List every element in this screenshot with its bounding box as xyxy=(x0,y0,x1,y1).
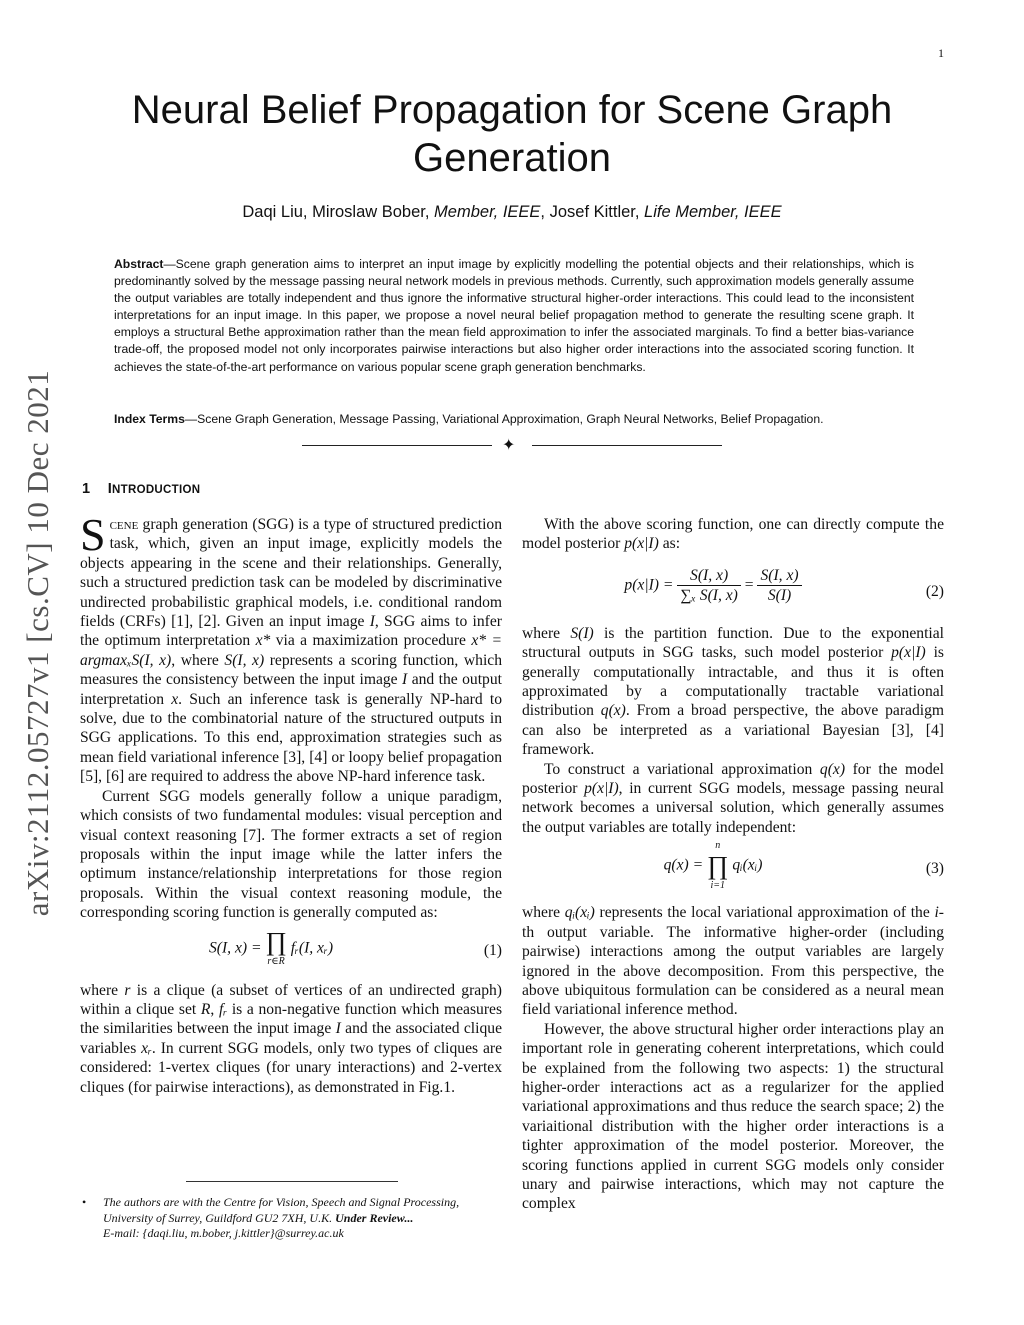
eq2-lhs: p(x|I) = xyxy=(624,576,674,594)
footnote xyxy=(103,1195,503,1242)
eq1-rhs: fᵣ(I, xᵣ) xyxy=(290,939,334,957)
abstract-text: —Scene graph generation aims to interpret an input image by explicitly modelling the potential objects and their relationships, which is predominantly solved by the message passing neural network models in previous methods. Currently, such approximation models generally assume the output variables are totally independent and thus ignore the informative structural higher-order interactions. This could lead to the inconsistent interpretations for an input image. In this paper, we propose a novel neural belief propagation method to generate the resulting scene graph. It employs a structural Bethe approximation rather than the mean field approximation to infer the associated marginals. To find a better bias-variance trade-off, the proposed model not only incorporates pairwise interactions but also higher order interactions into the associated scoring function. It achieves the state-of-the-art performance on various popular scene graph generation benchmarks. xyxy=(114,257,914,374)
eq1-lhs: S(I, x) = xyxy=(208,939,262,957)
fraction xyxy=(677,566,741,606)
text: is generally computationally intractable, and thus it is often approximated by a computationally tractable variational distribution xyxy=(522,644,944,720)
text: where xyxy=(522,624,571,642)
section-divider xyxy=(302,436,722,454)
equation-number: (3) xyxy=(925,860,944,878)
footnote-rule xyxy=(186,1181,398,1182)
denominator: S(I) xyxy=(767,587,792,605)
math: I xyxy=(369,613,375,631)
paragraph xyxy=(80,981,502,1097)
text: and the output interpretation xyxy=(80,671,502,708)
abstract xyxy=(114,256,914,376)
author-role2: Life Member, IEEE xyxy=(644,203,782,221)
footnote-bold: Under Review... xyxy=(335,1210,414,1225)
prod-limit: i=1 xyxy=(710,880,725,892)
page-number: 1 xyxy=(938,46,944,60)
text: -th output variable. The informative higher-order (including pairwise) interactions among the output variables are largely ignored in the above decomposition. From this perspective, the above ubiquitous formulation can be considered as a neural mean field variational inference method. xyxy=(522,904,944,1019)
math: S(I) xyxy=(570,624,594,642)
text: for the model posterior xyxy=(522,760,945,798)
footnote-email: E-mail: {daqi.liu, m.bober, j.kittler}@surrey.ac.uk xyxy=(103,1226,344,1240)
math: I xyxy=(402,671,408,689)
text: via a maximization procedure xyxy=(270,632,472,650)
arxiv-stamp: arXiv:2112.05727v1 [cs.CV] 10 Dec 2021 xyxy=(20,369,55,917)
prod-sign: ∏ xyxy=(265,926,287,956)
text: and the associated clique variables xyxy=(80,1020,502,1057)
product-symbol xyxy=(265,926,287,969)
equation-number: (2) xyxy=(925,582,944,600)
denominator: ∑ₓ S(I, x) xyxy=(680,587,738,605)
eq3-lhs: q(x) = xyxy=(663,856,704,874)
math: p(x|I) xyxy=(584,780,619,798)
math: x xyxy=(171,690,179,708)
prod-sign: ∏ xyxy=(707,851,729,881)
text: To construct a variational approximation xyxy=(544,760,820,778)
equation-number: (1) xyxy=(483,941,502,959)
index-terms-text: —Scene Graph Generation, Message Passing, Variational Approximation, Graph Neural Networks, Belief Propagation. xyxy=(184,412,824,426)
index-terms-label: Index Terms xyxy=(114,412,185,426)
text: represents a scoring function, which measures the consistency between the input image xyxy=(80,651,502,689)
math: q(x) xyxy=(819,760,846,778)
section-heading xyxy=(82,481,200,497)
paragraph: Current SGG models generally follow a unique paradigm, which consists of two fundamental modules: visual perception and visual context reasoning [7]. The former extracts a set of region proposals within the input image while the latter infers the optimum instance/relationship interpretations for those region proposals. Within the visual context reasoning module, the corresponding scoring function is generally computed as: xyxy=(80,787,502,922)
right-column xyxy=(522,515,944,1214)
prod-limit: r∈R xyxy=(267,955,285,967)
math: xᵣ xyxy=(141,1039,152,1057)
text: With the above scoring function, one can directly compute the model posterior xyxy=(522,516,944,553)
footnote-text: The authors are with the Centre for Vision, Speech and Signal Processing, University of Surrey, Guildford GU2 7XH, U.K. xyxy=(103,1195,460,1225)
author-line xyxy=(90,203,934,222)
equation-2 xyxy=(522,562,944,624)
author-role1: Member, IEEE xyxy=(434,203,541,221)
math: p(x|I) xyxy=(624,535,659,553)
equals: = xyxy=(744,576,754,594)
text: is a clique (a subset of vertices of an undirected graph) within a clique set xyxy=(80,981,502,1018)
text: graph generation (SGG) is a type of structured prediction task, which, given an input image, explicitly models the objects appearing in the scene and their relationships. Generally, such a structured prediction task can be modeled by discriminative undirected probabilistic graphical models, i.e. conditional random fields (CRFs) [1], [2]. Given an input image xyxy=(80,516,502,631)
paragraph: However, the above structural higher order interactions play an important role in generating coherent interpretations, which could be explained from the following two aspects: 1) the structural higher-order interactions act as a regularizer for the applied variational approximations and thus reduce the search space; 2) the variaitional distribution with the higher order interactions is a tighter approximation of the model posterior. Moreover, the scoring functions applied in current SGG models only consider unary and pairwise interactions, which may not capture the complex xyxy=(522,1020,944,1213)
eq3-rhs: qᵢ(xᵢ) xyxy=(732,856,763,874)
text: is a non-negative function which measures the similarities between the input image xyxy=(80,1000,503,1038)
text: where xyxy=(80,981,125,999)
index-terms xyxy=(114,412,914,426)
authors-part2: , Josef Kittler, xyxy=(540,203,645,221)
text: , xyxy=(210,1000,219,1018)
math: p(x|I) xyxy=(891,644,926,662)
abstract-label: Abstract xyxy=(114,257,164,271)
authors-part1: Daqi Liu, Miroslaw Bober, xyxy=(242,203,435,221)
divider-ornament-icon: ✦ xyxy=(502,437,516,454)
section-first-letter: I xyxy=(107,481,113,497)
math: r xyxy=(124,981,131,999)
paragraph xyxy=(522,760,944,838)
math: q(x) xyxy=(600,702,626,720)
paragraph xyxy=(522,515,944,554)
text: , where xyxy=(171,651,225,669)
equation-3 xyxy=(522,839,944,903)
text: represents the local variational approximation of the xyxy=(594,904,935,922)
math: x* xyxy=(255,632,271,650)
math: qᵢ(xᵢ) xyxy=(564,904,595,922)
equation-1 xyxy=(80,926,502,981)
section-number: 1 xyxy=(82,481,91,497)
text: where xyxy=(522,904,565,922)
text: . From a broad perspective, the above paradigm can also be interpreted as a variational Bayesian [3], [4] framework. xyxy=(522,702,944,759)
fraction xyxy=(757,566,801,606)
text: . In current SGG models, only two types of cliques are considered: 1-vertex cliques (for unary interactions) and 2-vertex cliques (for pairwise interactions), as demonstrated in Fig.1. xyxy=(80,1039,502,1096)
text: . Such an inference task is generally NP-hard to solve, due to the combinatorial nature of the structured outputs in SGG applications. To this end, approximation strategies such as mean field variational inference [3], [4] or loopy belief propagation [5], [6] are required to address the above NP-hard inference task. xyxy=(80,690,502,786)
text: , in current SGG models, message passing neural network becomes a universal solution, which generally assumes the output variables are totally independent: xyxy=(522,780,944,836)
math: fᵣ xyxy=(219,1000,228,1018)
divider-line-right xyxy=(532,445,722,446)
text: is the partition function. Due to the exponential structural outputs in SGG tasks, such model posterior xyxy=(522,624,944,662)
drop-cap: S xyxy=(80,509,106,560)
numerator: S(I, x) xyxy=(757,566,801,586)
math: R xyxy=(200,1000,211,1018)
paragraph xyxy=(80,509,503,787)
math: S(I, x) xyxy=(224,651,265,669)
math: I xyxy=(335,1020,341,1038)
math: x* = argmaxₓS(I, x) xyxy=(80,632,503,669)
paper-title: Neural Belief Propagation for Scene Graph Generation xyxy=(131,88,893,180)
small-caps-word: cene xyxy=(109,516,139,533)
paragraph xyxy=(522,624,944,760)
left-column xyxy=(80,509,503,1097)
prod-upper: n xyxy=(715,840,721,852)
footnote-bullet: • xyxy=(82,1195,87,1209)
text: , SGG aims to infer the optimum interpretation xyxy=(80,613,502,650)
paragraph xyxy=(522,903,944,1019)
math: i xyxy=(934,904,939,922)
product-symbol xyxy=(707,839,728,893)
section-title-rest: NTRODUCTION xyxy=(112,484,201,496)
divider-line-left xyxy=(302,445,492,446)
numerator: S(I, x) xyxy=(677,566,741,586)
text: as: xyxy=(658,535,681,553)
